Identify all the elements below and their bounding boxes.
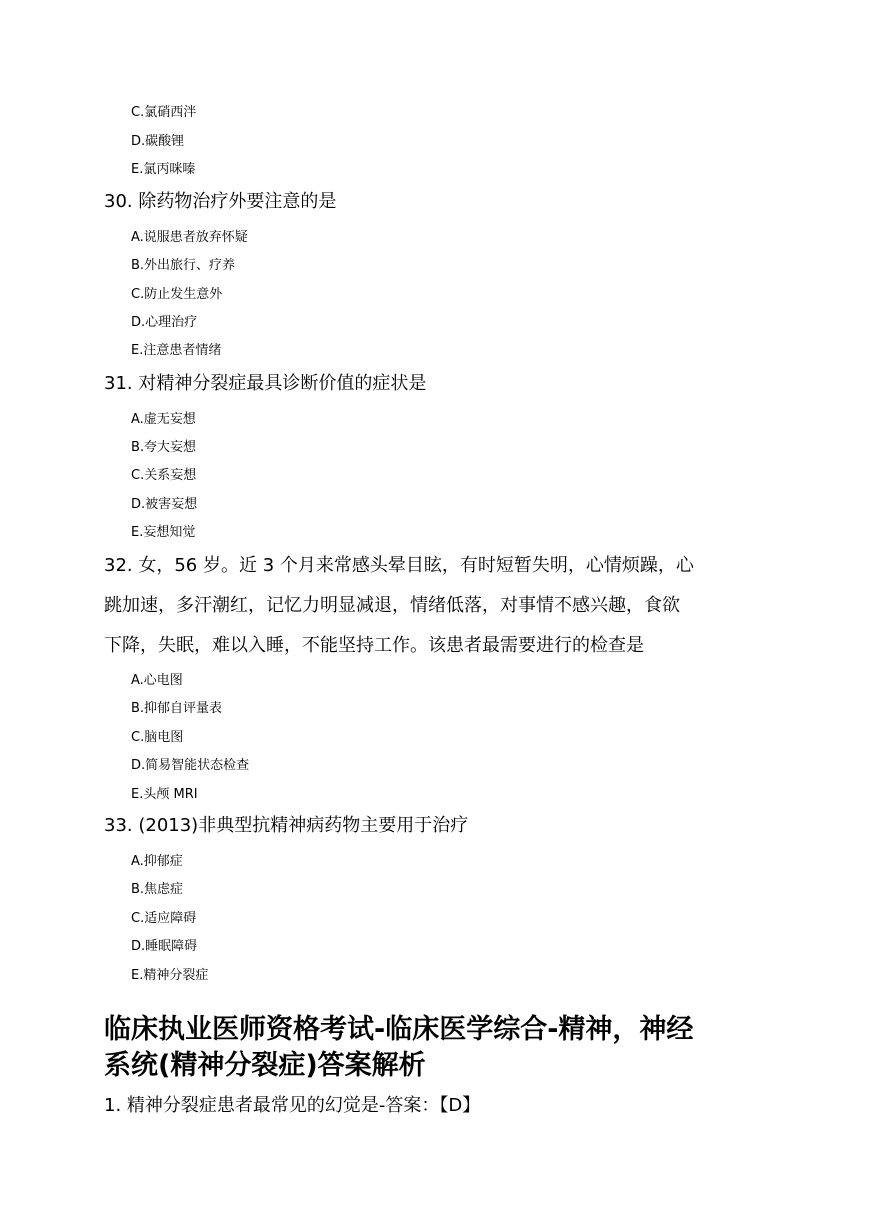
answer-1: 1. 精神分裂症患者最常见的幻觉是-答案：【D】 [104,1095,481,1116]
answer-section-heading [104,1012,693,1084]
q32-line-3: 下降，失眠，难以入睡，不能坚持工作。该患者最需要进行的检查是 [104,635,644,656]
q32-line-2: 跳加速，多汗潮红，记忆力明显减退，情绪低落，对事情不感兴趣，食欲 [104,595,680,616]
heading-line-1: 临床执业医师资格考试-临床医学综合-精神，神经 [104,1014,694,1045]
q32-option-c: C.脑电图 [131,730,184,745]
heading-line-2: 系统(精神分裂症)答案解析 [104,1050,426,1081]
q32-option-a: A.心电图 [131,673,183,688]
q32-stem [104,546,769,666]
q30-option-e: E.注意患者情绪 [131,343,222,358]
q31-option-e: E.妄想知觉 [131,525,196,540]
q32-option-e: E.头颅 MRI [131,787,198,802]
q32-option-d: D.简易智能状态检查 [131,758,250,773]
q31-option-a: A.虚无妄想 [131,412,196,427]
q33-option-e: E.精神分裂症 [131,968,209,983]
q33-option-c: C.适应障碍 [131,911,197,926]
q30-title: 30. 除药物治疗外要注意的是 [104,191,337,212]
q31-option-c: C.关系妄想 [131,468,197,483]
q30-option-c: C.防止发生意外 [131,287,223,302]
q32-option-b: B.抑郁自评量表 [131,701,223,716]
q30-option-b: B.外出旅行、疗养 [131,258,236,273]
q31-title: 31. 对精神分裂症最具诊断价值的症状是 [104,373,427,394]
q30-option-a: A.说服患者放弃怀疑 [131,230,248,245]
q30-option-d: D.心理治疗 [131,315,198,330]
q33-option-b: B.焦虑症 [131,882,184,897]
q33-title: 33. (2013)非典型抗精神病药物主要用于治疗 [104,815,469,836]
q29-option-d: D.碳酸锂 [131,134,185,149]
q33-option-a: A.抑郁症 [131,854,183,869]
q32-line-1: 32. 女，56 岁。近 3 个月来常感头晕目眩，有时短暂失明，心情烦躁，心 [104,555,694,576]
q29-option-e: E.氯丙咪嗪 [131,162,196,177]
q29-option-c: C.氯硝西泮 [131,105,197,120]
q31-option-b: B.夸大妄想 [131,440,197,455]
q31-option-d: D.被害妄想 [131,497,198,512]
q33-option-d: D.睡眠障碍 [131,939,198,954]
